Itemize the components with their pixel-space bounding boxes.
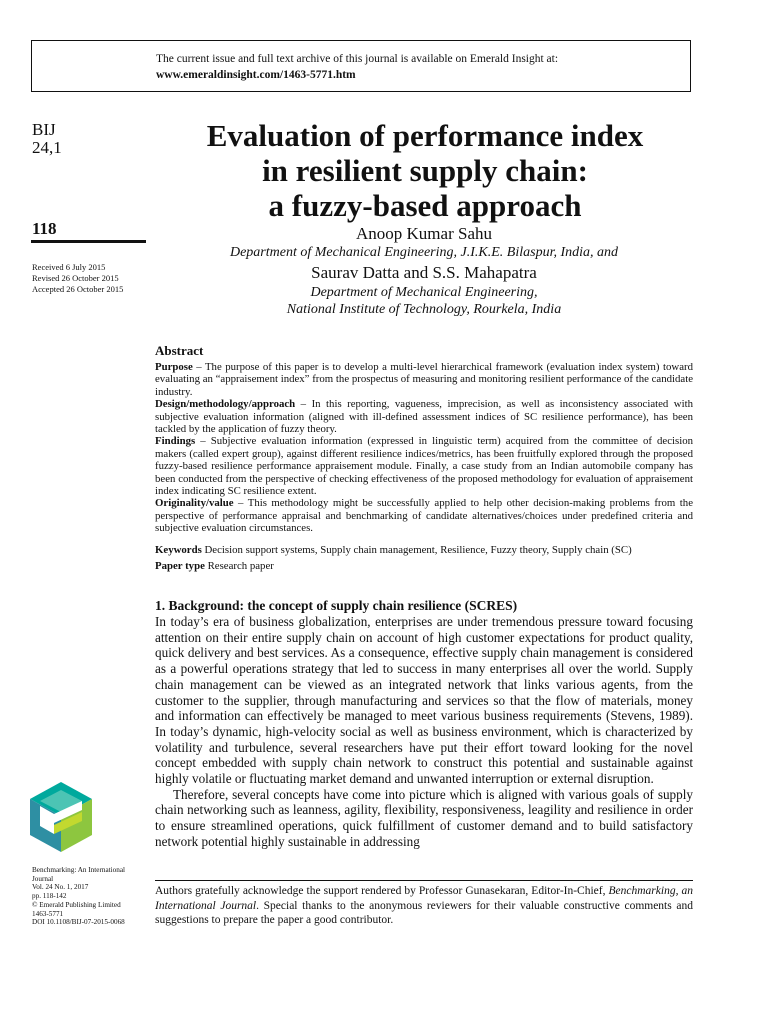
title-line: in resilient supply chain: [262,153,588,188]
emerald-logo-icon [30,782,92,852]
footnote-text-end: . Special thanks to the anonymous reviewers for their valuable constructive comments and suggestions to prepare the paper a good contributor. [155,899,693,926]
section-heading: 1. Background: the concept of supply chain resilience (SCRES) [155,598,518,613]
paper-type-label: Paper type [155,560,205,572]
author-2: Saurav Datta and S.S. Mahapatra [311,263,537,282]
originality-label: Originality/value [155,497,234,510]
abstract-findings [155,435,693,497]
purpose-label: Purpose [155,361,193,373]
submission-dates [32,262,123,295]
keywords-label: Keywords [155,544,202,556]
paper-type-text: Research paper [204,560,274,572]
page-number-rule [31,240,146,243]
revised-date: Revised 26 October 2015 [32,273,119,283]
design-label: Design/methodology/approach [155,398,296,411]
findings-label: Findings [155,435,196,448]
pubinfo-line: Vol. 24 No. 1, 2017 [32,883,89,892]
paper-title [160,118,690,223]
pubinfo-line: 1463-5771 [32,909,64,918]
received-date: Received 6 July 2015 [32,262,106,272]
acknowledgement-footnote [155,884,693,928]
originality-text: – This methodology might be successfully applied to help other decision-making problems from the perspective of performance appraisal and benchmarking of candidate alternatives/choices under predefined criteria and subjective evaluation circumstances. [155,497,693,535]
pubinfo-line: Benchmarking: An International [32,866,126,874]
footnote-text: Authors gratefully acknowledge the support rendered by Professor Gunasekaran, Editor-In-Chief, [155,885,609,897]
keywords-text: Decision support systems, Supply chain management, Resilience, Fuzzy theory, Supply chain (SC) [201,544,632,556]
pubinfo-line: Journal [32,874,54,883]
keywords [155,544,693,557]
pubinfo-line: DOI 10.1108/BIJ-07-2015-0068 [32,918,125,927]
abstract-body [155,361,693,535]
findings-text: – Subjective evaluation information (expressed in linguistic term) acquired from the committee of decision makers (called expert group), against different resilience indices/metrics, has been fruitfully explored through the proposed fuzzy-based resilience performance appraisement module. Finally, a case study from an Indian automobile company has been conducted from the perspective of checking effectiveness of the proposed methodology for evaluation of appraisement index indicating SC resilience extent. [155,435,693,498]
affiliation-2-line2: National Institute of Technology, Rourkela, India [286,302,562,317]
accepted-date: Accepted 26 October 2015 [32,284,124,294]
abstract-purpose [155,361,693,398]
journal-url[interactable]: www.emeraldinsight.com/1463-5771.htm [156,69,356,81]
abstract-design [155,398,693,435]
publication-info [32,866,147,927]
section-body [155,614,693,850]
author-1: Anoop Kumar Sahu [356,224,492,243]
paper-type [155,560,693,573]
title-line: Evaluation of performance index [206,118,644,153]
purpose-text: – The purpose of this paper is to develop a multi-level hierarchical framework (evaluation index system) toward evaluating an “appraisement index” from the prospectus of measuring and monitoring resilient performance of the candidate industry. [155,361,693,398]
pubinfo-line: © Emerald Publishing Limited [32,900,121,909]
abstract-originality [155,497,693,534]
journal-abbreviation: BIJ [32,120,56,139]
journal-availability-box [31,40,691,92]
affiliation-2-line1: Department of Mechanical Engineering, [310,285,538,300]
design-text: – In this reporting, vagueness, imprecision, as well as inconsistency associated with subjective evaluation information (aligned with ill-defined assessment indices of SC resilience performance), has been tackled by the application of fuzzy theory. [155,398,693,436]
paragraph: In today’s era of business globalization, enterprises are under tremendous pressure toward focusing attention on their entire supply chain on account of high customer expectations for product quality, quick delivery and best services. As a consequence, effective supply chain management is considered as a powerful operations strategy that led to success in many enterprises all over the world. Supply chain management can be viewed as an integrated network that links various agents, from the customer to the supplier, through manufacturing and services so that the flow of materials, money and information can effectively be managed to meet various business requirements (Stevens, 1989). In today’s dynamic, high-velocity social as well as business environment, which is characterized by volatility and turbulence, several researchers have put their effort toward looking for the novel concept embedded with supply chain network to construct this potential and sustainable against highly volatile or fluctuating market demand and unwanted interruption or external disruption. [155,614,693,787]
paragraph: Therefore, several concepts have come into picture which is aligned with various goals of supply chain networking such as leanness, agility, flexibility, responsiveness, leagility and resilience in order to ensure streamlined operations, quick fulfillment of customer demand and to build satisfactory network potential highly sustainable in addressing [155,786,693,849]
journal-volume: 24,1 [32,138,62,157]
title-line: a fuzzy-based approach [268,188,582,223]
page-number: 118 [32,219,57,238]
abstract-heading: Abstract [155,343,204,358]
footnote-rule [155,880,693,881]
affiliation-1: Department of Mechanical Engineering, J.I.K.E. Bilaspur, India, and [229,245,619,260]
availability-text: The current issue and full text archive of this journal is available on Emerald Insight at: [156,53,559,65]
footnote-journal: Benchmarking, an International Journal [155,885,693,912]
pubinfo-line: pp. 118-142 [32,892,67,901]
